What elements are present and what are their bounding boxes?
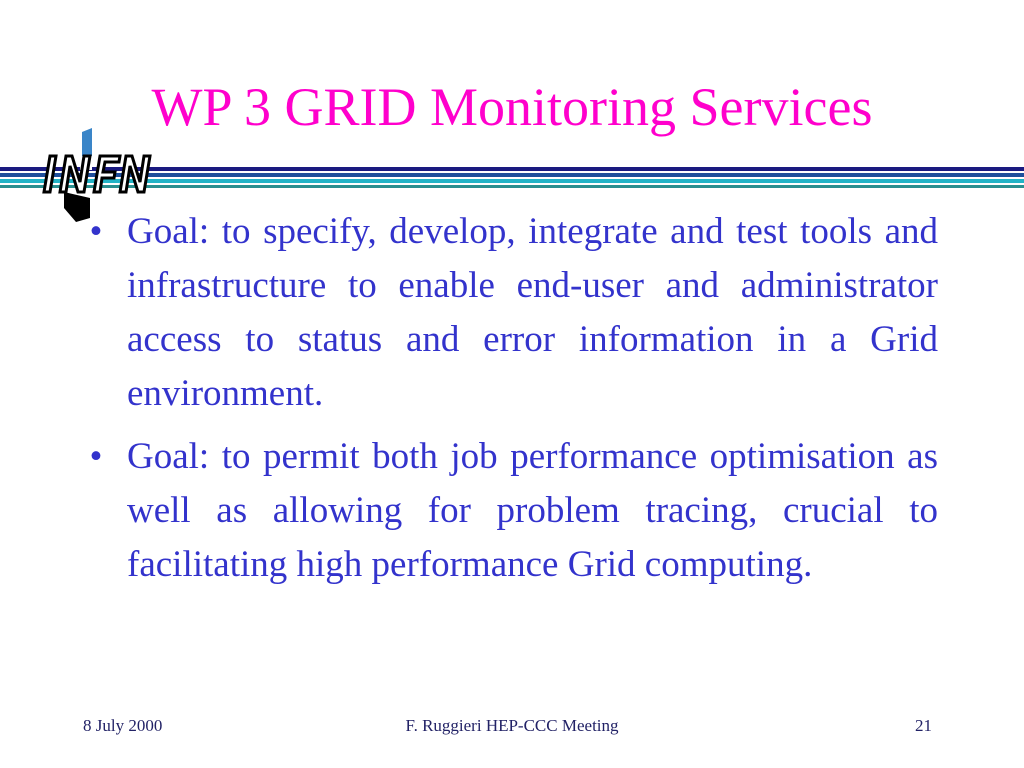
bullet-item bbox=[82, 430, 938, 592]
bullet-text: Goal: to specify, develop, integrate and test tools and infrastructure to enable end-user and administrator access to status and error information in a Grid environment. bbox=[127, 211, 938, 414]
page-number: 21 bbox=[915, 716, 932, 735]
footer-meeting: F. Ruggieri HEP-CCC Meeting bbox=[405, 716, 619, 735]
bullet-symbol: • bbox=[89, 211, 103, 252]
infn-logo-icon bbox=[36, 126, 156, 222]
bullet-list bbox=[82, 205, 938, 601]
bullet-text: Goal: to permit both job performance optimisation as well as allowing for problem tracing, crucial to facilitating high performance Grid computing. bbox=[127, 436, 938, 585]
footer-date: 8 July 2000 bbox=[83, 716, 163, 735]
bullet-symbol: • bbox=[89, 436, 103, 477]
bullet-item bbox=[82, 205, 938, 421]
slide-title: WP 3 GRID Monitoring Services bbox=[151, 77, 873, 137]
